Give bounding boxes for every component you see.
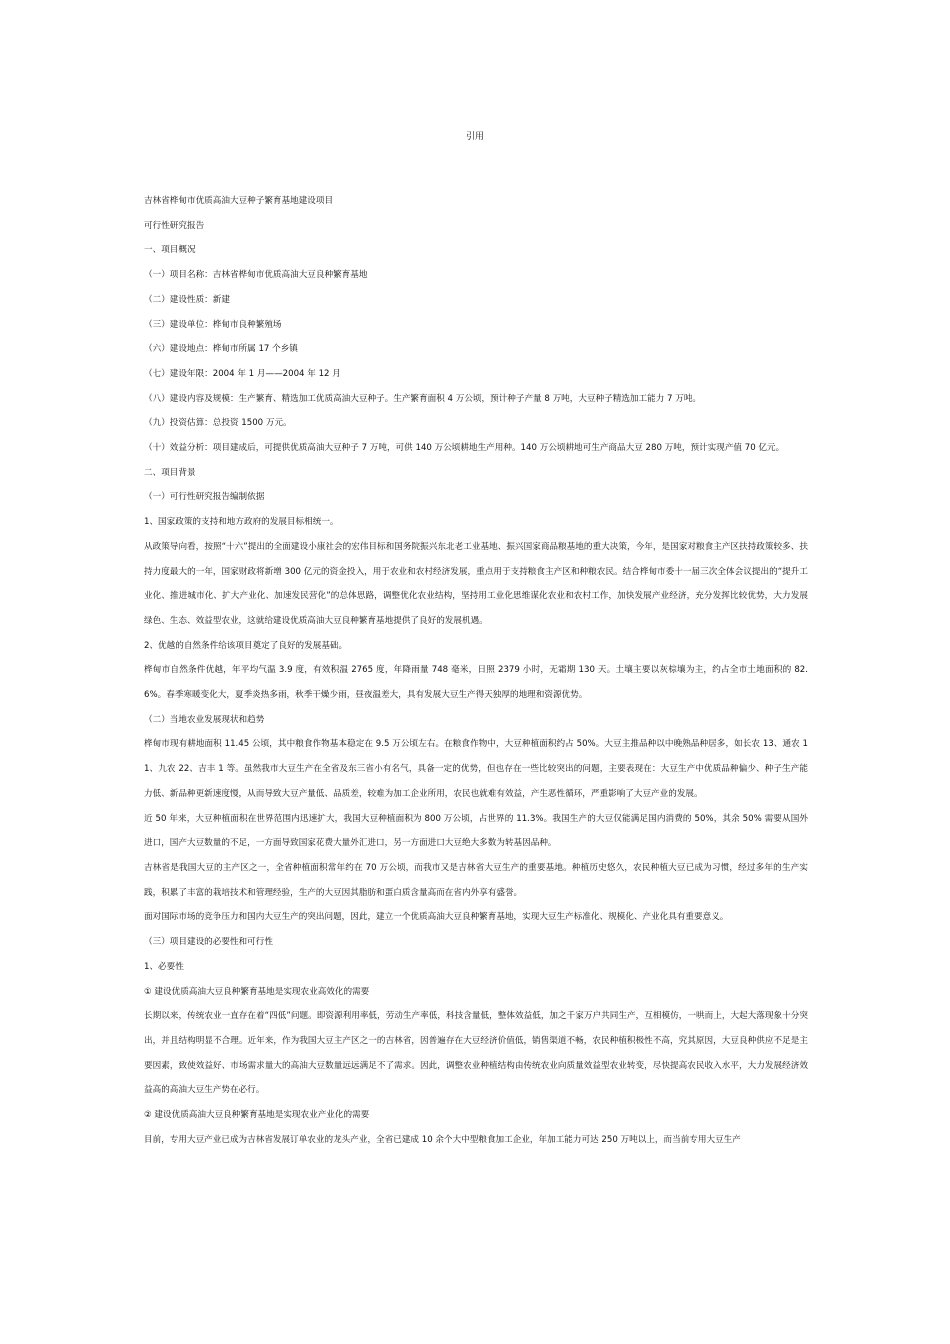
overview-item: （七）建设年限：2004 年 1 月——2004 年 12 月 [144,368,341,379]
subsection-heading: （三）项目建设的必要性和可行性 [144,937,273,948]
body-paragraph: 从政策导向看，按照“十六”提出的全面建设小康社会的宏伟目标和国务院振兴东北老工业基地、振兴国家商品粮基地的重大决策，今年，是国家对粮食主产区扶持政策较多、扶持力度最大的一年，国家财政将新增 300 亿元的资金投入，用于农业和农村经济发展，重点用于支持粮食主产区和种粮农民。结合桦甸市委十一届三次全体会议提出的“提升工业化、推进城市化、扩大产业化、加速发民营化”的总体思路，调整优化农业结构，坚持用工业化思维谋化农业和农村工作，加快发展产业经济，充分发挥比较优势，大力发展绿色、生态、效益型农业，这就给建设优质高油大豆良种繁育基地提供了良好的发展机遇。 [144,541,808,626]
document-title: 吉林省桦甸市优质高油大豆种子繁育基地建设项目 [144,196,334,206]
overview-item: （二）建设性质：新建 [144,294,230,305]
section-heading: 二、项目背景 [144,467,196,478]
point-heading: ② 建设优质高油大豆良种繁育基地是实现农业产业化的需要 [144,1110,370,1121]
body-paragraph: 桦甸市现有耕地面积 11.45 公顷，其中粮食作物基本稳定在 9.5 万公顷左右。在粮食作物中，大豆种植面积约占 50%。大豆主推品种以中晚熟品种居多，如长农 13、通农 11、九农 22、吉丰 1 等。虽然我市大豆生产在全省及东三省小有名气，具备一定的优势，但也存在一些比较突出的问题，主要表现在：大豆生产中优质品种偏少、种子生产能力低、新品种更新速度慢，从而导致大豆产量低、品质差，较难为加工企业所用，农民也就难有效益，产生恶性循环，严重影响了大豆产业的发展。 [144,739,808,799]
body-paragraph: 吉林省是我国大豆的主产区之一，全省种植面积常年约在 70 万公顷，而我市又是吉林省大豆生产的重要基地。种植历史悠久，农民种植大豆已成为习惯，经过多年的生产实践，积累了丰富的栽培技术和管理经验，生产的大豆因其脂肪和蛋白质含量高而在省内外享有盛誉。 [144,862,808,898]
overview-item: （三）建设单位：桦甸市良种繁殖场 [144,319,282,330]
overview-item: （九）投资估算：总投资 1500 万元。 [144,418,292,429]
section-heading: 一、项目概况 [144,245,196,256]
overview-item: （一）项目名称：吉林省桦甸市优质高油大豆良种繁育基地 [144,270,368,281]
document-body [144,189,808,1152]
point-heading: 2、优越的自然条件给该项目奠定了良好的发展基础。 [144,640,348,651]
page-header-label: 引用 [465,132,484,142]
point-heading: 1、必要性 [144,961,184,972]
overview-item: （十）效益分析：项目建成后，可提供优质高油大豆种子 7 万吨，可供 140 万公顷耕地生产用种。140 万公顷耕地可生产商品大豆 280 万吨，预计实现产值 70 亿元。 [144,443,785,454]
body-paragraph: 目前，专用大豆产业已成为吉林省发展订单农业的龙头产业，全省已建成 10 余个大中型粮食加工企业，年加工能力可达 250 万吨以上，而当前专用大豆生产 [144,1134,741,1145]
body-paragraph: 近 50 年来，大豆种植面积在世界范围内迅速扩大，我国大豆种植面积为 800 万公顷，占世界的 11.3%。我国生产的大豆仅能满足国内消费的 50%，其余 50% 需要从国外进口，国产大豆数量的不足，一方面导致国家花费大量外汇进口，另一方面进口大豆绝大多数为转基因品种。 [144,813,808,849]
body-paragraph: 面对国际市场的竞争压力和国内大豆生产的突出问题，因此，建立一个优质高油大豆良种繁育基地，实现大豆生产标准化、规模化、产业化具有重要意义。 [144,912,729,923]
point-heading: 1、国家政策的支持和地方政府的发展目标相统一。 [144,517,339,528]
body-paragraph: 桦甸市自然条件优越，年平均气温 3.9 度，有效积温 2765 度，年降雨量 748 毫米，日照 2379 小时，无霜期 130 天。土壤主要以灰棕壤为主，约占全市土地面积的 82.6%。春季寒暖变化大，夏季炎热多雨，秋季干燥少雨，昼夜温差大，具有发展大豆生产得天独厚的地理和资源优势。 [144,665,808,701]
overview-item: （八）建设内容及规模：生产繁育、精选加工优质高油大豆种子。生产繁育面积 4 万公顷，预计种子产量 8 万吨，大豆种子精选加工能力 7 万吨。 [144,393,702,404]
subsection-heading: （一）可行性研究报告编制依据 [144,492,265,503]
subsection-heading: （二）当地农业发展现状和趋势 [144,714,265,725]
point-heading: ① 建设优质高油大豆良种繁育基地是实现农业高效化的需要 [144,986,370,997]
document-subtitle: 可行性研究报告 [144,220,205,231]
overview-item: （六）建设地点：桦甸市所属 17 个乡镇 [144,344,298,355]
body-paragraph: 长期以来，传统农业一直存在着“四低”问题。即资源利用率低，劳动生产率低，科技含量低，整体效益低，加之千家万户共同生产，互相模仿，一哄而上，大起大落现象十分突出，并且结构明显不合理。近年来，作为我国大豆主产区之一的吉林省，因普遍存在大豆经济价值低，销售渠道不畅，农民种植积极性不高，究其原因，大豆良种供应不足是主要因素，致使效益好、市场需求量大的高油大豆数量远远满足不了需求。因此，调整农业种植结构由传统农业向质量效益型农业转变，尽快提高农民收入水平，大力发展经济效益高的高油大豆生产势在必行。 [144,1011,808,1096]
